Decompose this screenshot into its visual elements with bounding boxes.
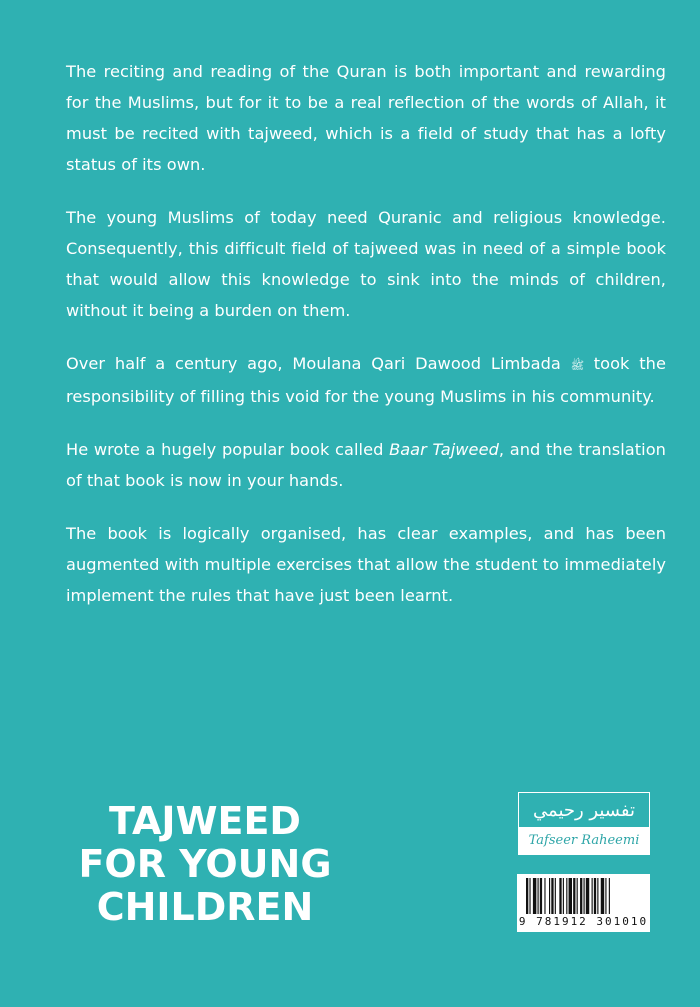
publisher-arabic-name: تفسير رحيمي — [533, 799, 635, 821]
book-title — [55, 800, 355, 929]
isbn-number: 9 781912 301010 — [518, 915, 649, 928]
book-title-line-1: TAJWEED — [109, 799, 301, 843]
blurb-paragraph-3 — [66, 348, 666, 412]
isbn-barcode — [517, 874, 650, 932]
publisher-logo — [518, 792, 650, 855]
barcode-bars — [517, 874, 650, 916]
blurb-paragraph-4-start: He wrote a hugely popular book called — [66, 440, 390, 459]
book-title-line-2: FOR YOUNG — [78, 842, 332, 886]
publisher-latin-name: Tafseer Raheemi — [519, 827, 649, 854]
blurb-paragraph-5: The book is logically organised, has clear examples, and has been augmented with multiple exercises that allow the student to immediately implement the rules that have just been learnt. — [66, 524, 666, 605]
honorific-symbol: ﷺ — [570, 359, 584, 372]
book-title-italic: Baar Tajweed — [389, 440, 499, 459]
book-title-line-3: CHILDREN — [96, 885, 314, 929]
blurb-paragraph-3-start: Over half a century ago, Moulana Qari Dawood Limbada — [66, 354, 561, 373]
blurb-paragraph-1: The reciting and reading of the Quran is both important and rewarding for the Muslims, but for it to be a real reflection of the words of Allah, it must be recited with tajweed, which is a field of study that has a lofty status of its own. — [66, 62, 666, 174]
blurb-paragraph-4-end: , and the translation of that book is now in your hands. — [66, 440, 666, 490]
blurb-paragraph-4 — [66, 434, 666, 496]
blurb-paragraph-2: The young Muslims of today need Quranic and religious knowledge. Consequently, this difficult field of tajweed was in need of a simple book that would allow this knowledge to sink into the minds of children, without it being a burden on them. — [66, 208, 666, 320]
blurb-paragraph-3-end: took the responsibility of filling this void for the young Muslims in his community. — [66, 354, 666, 406]
back-cover-blurb — [66, 56, 666, 611]
